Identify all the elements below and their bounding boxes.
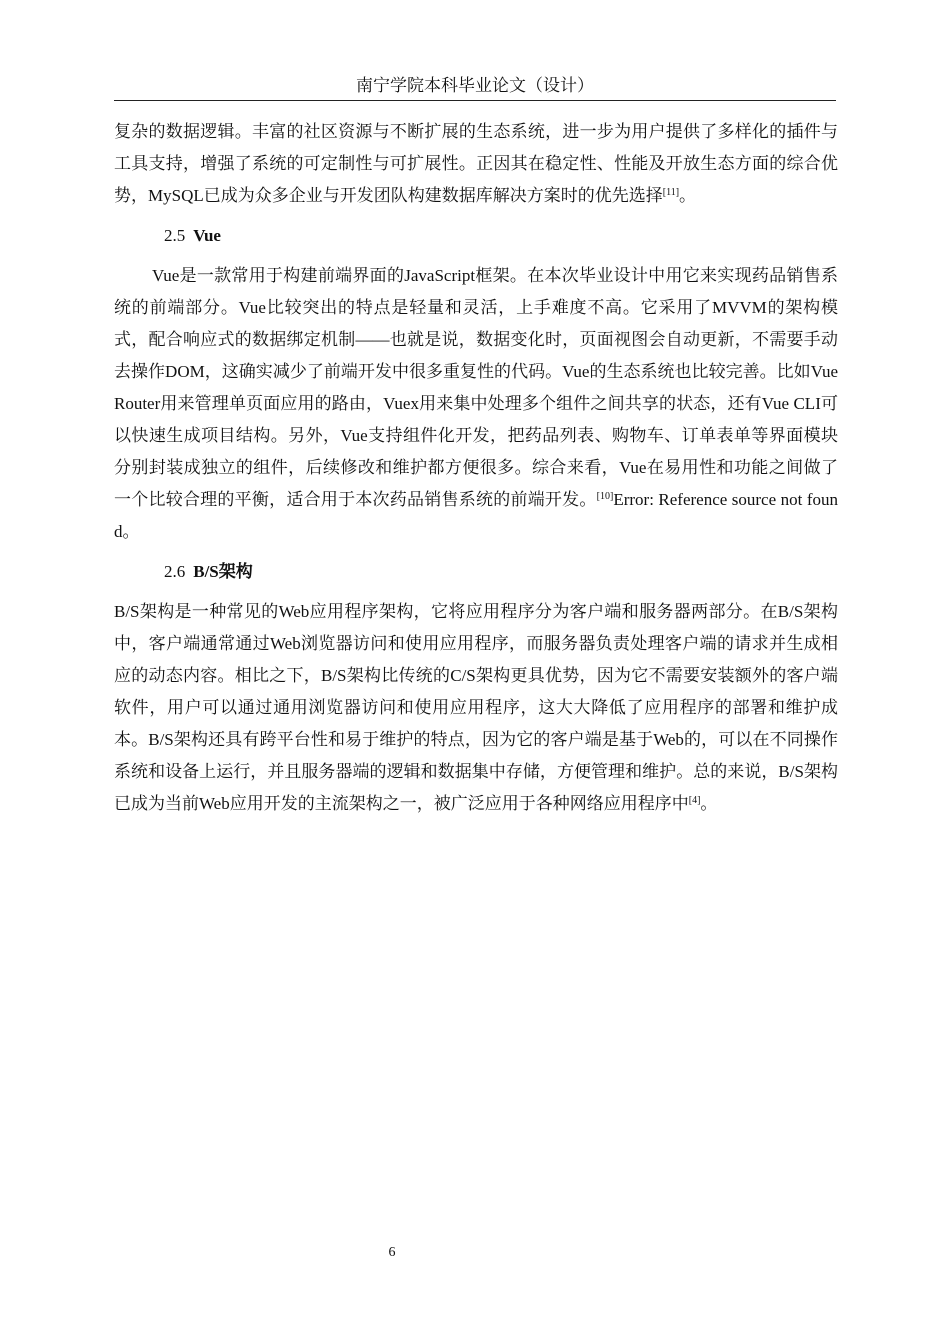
paragraph-end: 。 (700, 794, 718, 813)
paragraph-text: 复杂的数据逻辑。丰富的社区资源与不断扩展的生态系统，进一步为用户提供了多样化的插件与工具支持，增强了系统的可定制性与可扩展性。正因其在稳定性、性能及开放生态方面的综合优势，MySQL已成为众多企业与开发团队构建数据库解决方案时的优先选择 (114, 122, 838, 205)
section-title: Vue (193, 226, 221, 245)
paragraph-end: 。 (679, 186, 697, 205)
section-number: 2.6 (164, 562, 186, 581)
header-divider (114, 100, 836, 101)
section-number: 2.5 (164, 226, 186, 245)
citation-4: [4] (688, 795, 701, 806)
running-header: 南宁学院本科毕业论文（设计） (356, 76, 594, 95)
section-title: B/S架构 (193, 562, 253, 581)
citation-11: [11] (662, 187, 680, 198)
reference-error-text: Error: Reference source not found。 (114, 490, 839, 541)
paragraph-text: B/S架构是一种常见的Web应用程序架构，它将应用程序分为客户端和服务器两部分。在B/S架构中，客户端通常通过Web浏览器访问和使用应用程序，而服务器负责处理客户端的请求并生成相应的动态内容。相比之下，B/S架构比传统的C/S架构更具优势，因为它不需要安装额外的客户端软件，用户可以通过通用浏览器访问和使用应用程序，这大大降低了应用程序的部署和维护成本。B/S架构还具有跨平台性和易于维护的特点，因为它的客户端是基于Web的，可以在不同操作系统和设备上运行，并且服务器端的逻辑和数据集中存储，方便管理和维护。总的来说，B/S架构已成为当前Web应用开发的主流架构之一，被广泛应用于各种网络应用程序中 (114, 602, 838, 813)
paragraph-bs-architecture (114, 596, 838, 820)
paragraph-text: Vue是一款常用于构建前端界面的JavaScript框架。在本次毕业设计中用它来实现药品销售系统的前端部分。Vue比较突出的特点是轻量和灵活，上手难度不高。它采用了MVVM的架构模式，配合响应式的数据绑定机制——也就是说，数据变化时，页面视图会自动更新，不需要手动去操作DOM，这确实减少了前端开发中很多重复性的代码。Vue的生态系统也比较完善。比如Vue Router用来管理单页面应用的路由，Vuex用来集中处理多个组件之间共享的状态，还有Vue CLI可以快速生成项目结构。另外，Vue支持组件化开发，把药品列表、购物车、订单表单等界面模块分别封装成独立的组件，后续修改和维护都方便很多。综合来看，Vue在易用性和功能之间做了一个比较合理的平衡，适合用于本次药品销售系统的前端开发。 (114, 266, 838, 509)
paragraph-mysql-continuation (114, 116, 838, 212)
page-number: 6 (388, 1245, 396, 1260)
paragraph-vue (114, 260, 838, 548)
section-heading-2-5 (114, 220, 838, 252)
page-content (114, 116, 838, 820)
citation-10: [10] (596, 491, 614, 502)
section-heading-2-6 (114, 556, 838, 588)
